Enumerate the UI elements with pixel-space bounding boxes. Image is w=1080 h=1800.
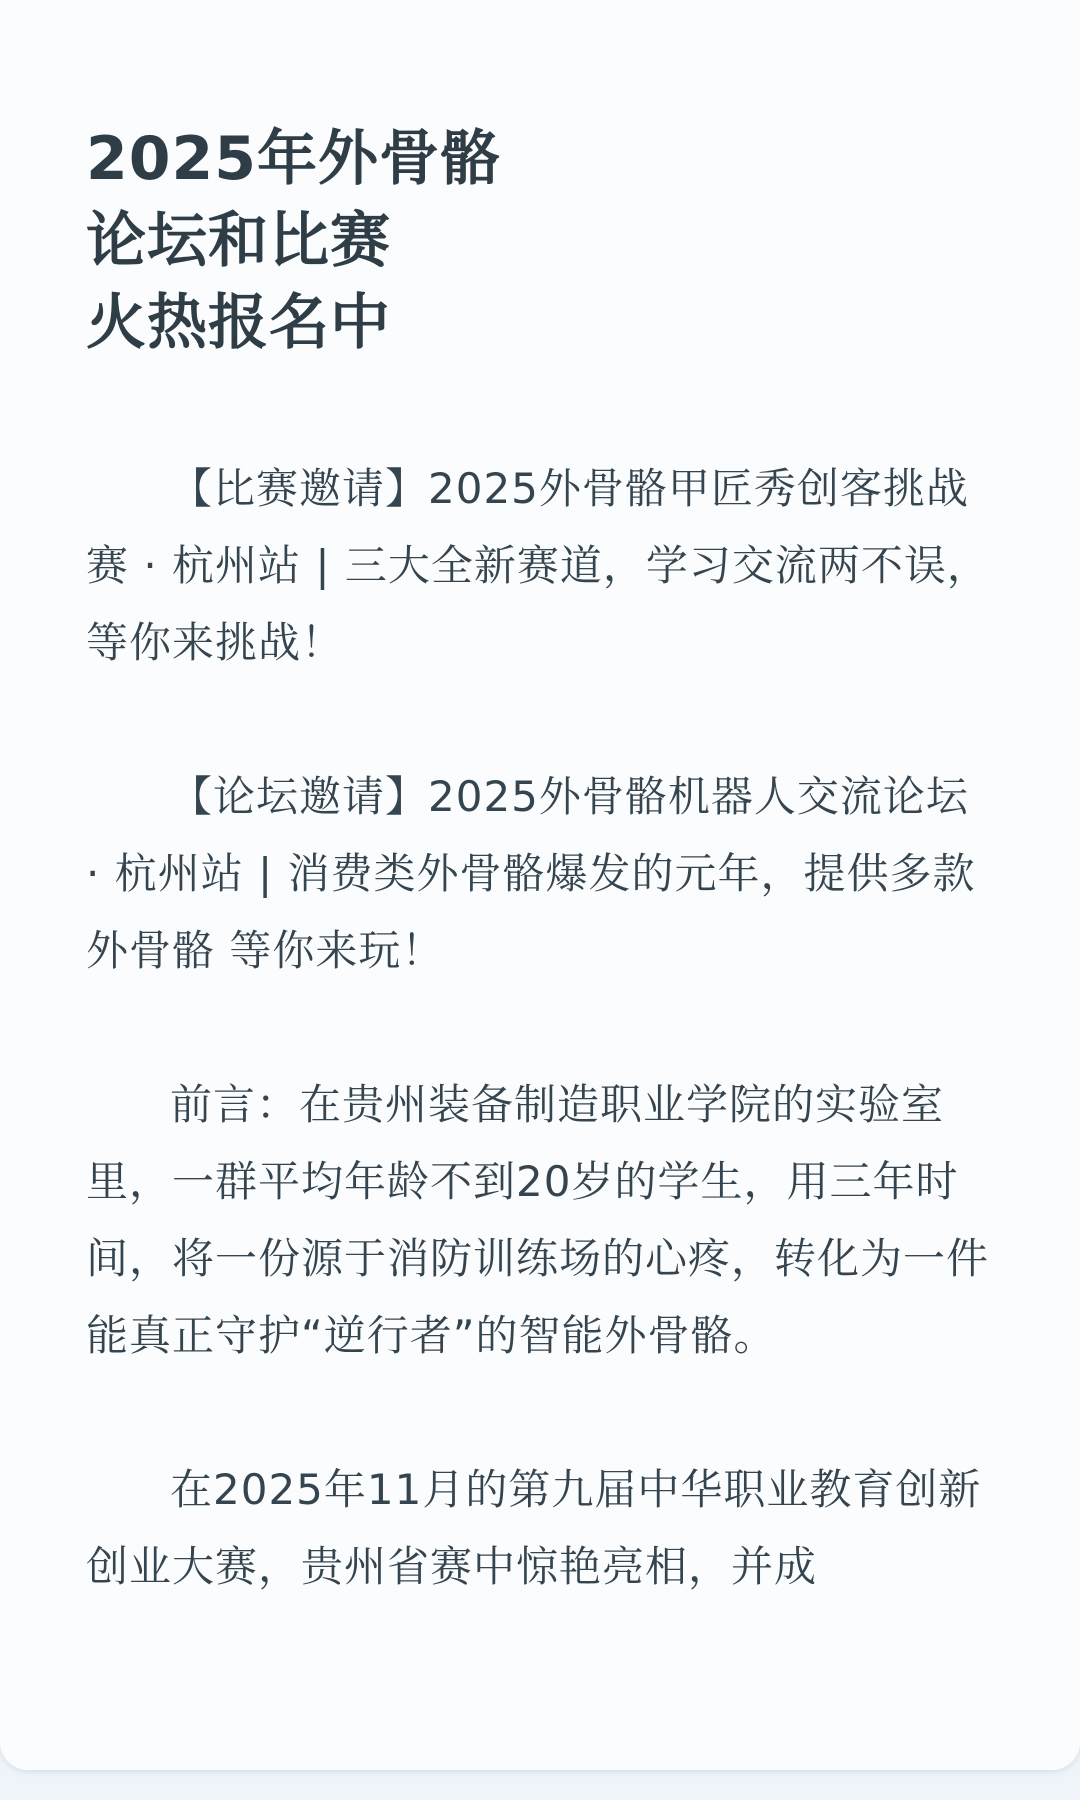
paragraph-forum-invite: 【论坛邀请】2025外骨骼机器人交流论坛 · 杭州站 | 消费类外骨骼爆发的元年，提供多款外骨骼 等你来玩！ <box>86 772 976 975</box>
article-title <box>86 118 996 364</box>
paragraph-preface: 前言：在贵州装备制造职业学院的实验室里，一群平均年龄不到20岁的学生，用三年时间，将一份源于消防训练场的心疼，转化为一件能真正守护“逆行者”的智能外骨骼。 <box>86 1080 990 1360</box>
paragraph-competition-result: 在2025年11月的第九届中华职业教育创新创业大赛，贵州省赛中惊艳亮相，并成 <box>86 1465 982 1591</box>
paragraph-competition-invite: 【比赛邀请】2025外骨骼甲匠秀创客挑战赛 · 杭州站 | 三大全新赛道，学习交流两不误，等你来挑战！ <box>86 464 990 667</box>
article-content <box>86 118 996 1605</box>
title-line-2: 论坛和比赛 <box>86 206 391 276</box>
title-line-3: 火热报名中 <box>86 288 391 358</box>
title-line-1: 2025年外骨骼 <box>86 124 501 194</box>
